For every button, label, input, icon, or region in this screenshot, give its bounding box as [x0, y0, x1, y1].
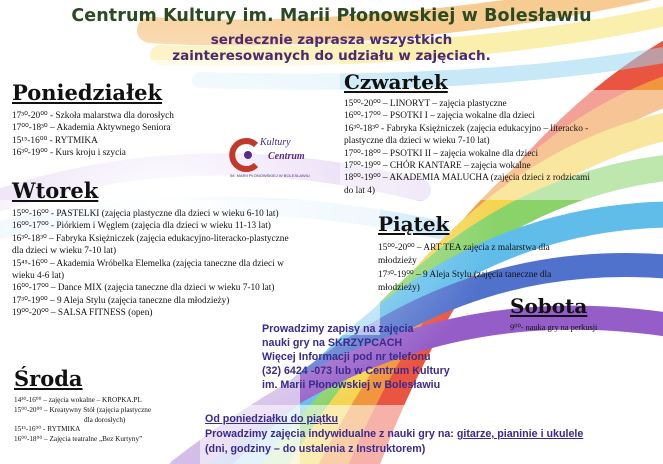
schedule-wednesday [14, 396, 151, 445]
schedule-time: 17⁰⁰-19⁰⁰ [344, 161, 381, 172]
schedule-time: 16³⁰-18³⁰ [344, 123, 379, 134]
schedule-item [12, 245, 289, 257]
schedule-item [12, 258, 289, 270]
schedule-item [12, 307, 289, 319]
schedule-description: – Fabryka Księżniczek (zajęcia edukacyjno-literacko-plastyczne [46, 233, 289, 244]
schedule-time: 17³⁰-19⁰⁰ [378, 269, 414, 280]
schedule-description: – PSOTKI II – zajęcia wokalne dla dzieci [380, 148, 539, 159]
schedule-description: dla dzieci w wieku 7-10 lat) [12, 246, 117, 257]
schedule-friday [378, 242, 551, 296]
schedule-time: 15⁰⁰-20⁰⁰ [14, 405, 43, 414]
schedule-item [344, 98, 590, 110]
individual-lessons-info [205, 412, 583, 457]
bottom-line-1: Od poniedziałku do piątku [205, 413, 339, 425]
schedule-item [510, 322, 597, 333]
schedule-item [12, 208, 289, 220]
schedule-time: 17⁰⁰-18⁰⁰ [344, 148, 381, 159]
schedule-time: 15⁰⁰-20⁰⁰ [378, 243, 415, 253]
schedule-item [12, 220, 289, 232]
schedule-description: – zajęcia wokalne – KROPKA.PL [41, 396, 142, 404]
schedule-description: do lat 4) [344, 185, 375, 196]
schedule-description: - Piórkiem i Węglem (zajęcia dla dzieci w wieku 11-13 lat) [48, 221, 271, 232]
schedule-time: 14³⁰-16⁰⁰ [14, 396, 42, 404]
day-heading-thursday: Czwartek [344, 70, 448, 94]
schedule-item [344, 185, 590, 197]
day-heading-monday: Poniedziałek [12, 80, 163, 105]
schedule-description: - Kurs kroju i szycia [47, 148, 126, 159]
subtitle-line-2: zainteresowanych do udziału w zajęciach. [172, 48, 491, 64]
schedule-item [12, 122, 174, 134]
schedule-description: – LINORYT – zajęcia plastyczne [380, 99, 507, 109]
schedule-time: 16⁰⁰-17⁰⁰ [344, 111, 381, 122]
schedule-monday [12, 110, 174, 160]
schedule-item [344, 123, 590, 135]
schedule-description: młodzieży [378, 256, 417, 267]
schedule-description: - RYTMIKA [47, 135, 98, 146]
schedule-time: 17⁰⁰-18³⁰ [12, 123, 48, 134]
bottom-line-2-text: Prowadzimy zajęcia indywidualne z nauki gry na: [205, 428, 457, 440]
schedule-item [378, 242, 551, 255]
info-phone: (32) 6424 -073 lub w Centrum Kultury [262, 365, 450, 377]
schedule-description: – SALSA FITNESS (open) [48, 308, 153, 319]
schedule-tuesday [12, 208, 289, 320]
day-heading-wednesday: Środa [14, 366, 83, 391]
schedule-time: 15⁴⁵-16⁰⁰ [12, 258, 48, 269]
schedule-description: wieku 4-6 lat) [12, 271, 65, 282]
bottom-line-2 [205, 427, 583, 442]
schedule-time: 16⁰⁰-17⁰⁰ [12, 283, 49, 294]
schedule-item [12, 282, 289, 294]
schedule-description: – 9 Aleja Stylu (zajęcia taneczne dla młodzieży) [47, 295, 230, 306]
schedule-item [14, 435, 151, 445]
schedule-item [378, 269, 551, 282]
schedule-description: – Akademia Wróbelka Elemelka (zajęcia taneczne dla dzieci w [47, 258, 284, 269]
schedule-item [12, 270, 289, 282]
schedule-time: 17³⁰-19⁰⁰ [12, 295, 48, 306]
schedule-description: - Fabryka Księżniczek (zajęcia edukacyjno – literacko - [378, 123, 589, 134]
info-line-1: Prowadzimy zapisy na zajęcia [262, 323, 414, 335]
day-heading-saturday: Sobota [510, 294, 588, 318]
schedule-item [12, 110, 174, 122]
schedule-saturday [510, 322, 597, 333]
logo-word-kultury: Kultury [260, 137, 291, 148]
schedule-item [12, 147, 174, 159]
schedule-time: 16⁰⁰-18⁰⁰ [14, 435, 43, 444]
schedule-description: – Akademia Aktywnego Seniora [47, 123, 171, 134]
schedule-description: – PSOTKI I – zajęcia wokalne dla dzieci [380, 111, 535, 122]
schedule-item [14, 416, 151, 426]
logo-caption: IM. MARII PŁONOWSKIEJ W BOLESŁAWIU [230, 173, 310, 178]
schedule-time: 9⁰⁰ [510, 323, 521, 332]
schedule-item [344, 160, 590, 172]
violin-info [262, 322, 450, 392]
schedule-time: 17³⁰-20⁰⁰ [12, 111, 48, 121]
schedule-time: 16⁰⁰-17⁰⁰ [12, 221, 49, 232]
schedule-description: dla dorosłych) [84, 415, 126, 424]
page-title: Centrum Kultury im. Marii Płonowskiej w Bolesławiu [71, 6, 592, 26]
subtitle-line-1: serdecznie zaprasza wszystkich [210, 32, 453, 48]
schedule-description: plastyczne dla dzieci w wieku 7-10 lat) [344, 136, 490, 147]
schedule-description: - nauka gry na perkusji [520, 323, 598, 332]
bottom-line-3: (dni, godziny – do ustalenia z Instruktorem) [205, 443, 426, 455]
schedule-description: – Dance MIX (zajęcia taneczne dla dzieci w wieku 7-10 lat) [48, 283, 275, 294]
schedule-time: 15¹⁵-16⁰⁰ [14, 425, 42, 434]
schedule-item [12, 295, 289, 307]
schedule-description: młodzieży) [378, 283, 420, 294]
schedule-description: – 9 Aleja Stylu (zajęcia taneczne dla [413, 269, 552, 280]
day-heading-tuesday: Wtorek [12, 178, 99, 203]
schedule-description: – ART TEA zajęcia z malarstwa dla [414, 243, 550, 253]
schedule-item [344, 172, 590, 184]
info-line-3: Więcej Informacji pod nr telefonu [262, 351, 431, 363]
schedule-item [14, 425, 151, 435]
schedule-description: – Kreatywny Stół (zajęcia plastyczne [42, 405, 152, 414]
logo-emblem-icon [228, 137, 264, 173]
schedule-time: 15⁰⁰-20⁰⁰ [344, 99, 381, 109]
schedule-time: 15¹⁵-16⁰⁰ [12, 135, 48, 146]
schedule-item [344, 110, 590, 122]
schedule-time: 19⁰⁰-20⁰⁰ [12, 308, 49, 319]
schedule-item [14, 406, 151, 416]
centrum-kultury-logo [228, 135, 338, 181]
schedule-time: 15⁰⁰-16⁰⁰ [12, 209, 49, 219]
schedule-time: 16³⁰-18³⁰ [12, 233, 47, 244]
schedule-description: - RYTMIKA [41, 425, 81, 434]
schedule-thursday [344, 98, 590, 197]
logo-word-centrum: Centrum [268, 151, 305, 162]
instruments-list: gitarze, pianinie i ukulele [456, 428, 584, 440]
info-line-5: im. Marii Płonowskiej w Bolesławiu [262, 379, 441, 391]
schedule-description: - PASTELKI (zajęcia plastyczne dla dzieci w wieku 6-10 lat) [48, 209, 279, 219]
schedule-item [14, 396, 151, 406]
page-subtitle [0, 32, 663, 64]
schedule-item [344, 148, 590, 160]
schedule-description: – Zajęcia teatralne „Bez Kurtyny” [42, 435, 143, 444]
schedule-description: – CHÓR KANTARE – zajęcia wokalne [380, 161, 531, 172]
schedule-item [344, 135, 590, 147]
schedule-item [378, 255, 551, 268]
schedule-item [12, 233, 289, 245]
schedule-description: – AKADEMIA MALUCHA (zajęcia dzieci z rodzicami [380, 173, 590, 184]
schedule-item [12, 135, 174, 147]
schedule-time: 16³⁰-19⁰⁰ [12, 148, 48, 159]
schedule-time: 18⁰⁰-19⁰⁰ [344, 173, 381, 184]
schedule-description: - Szkoła malarstwa dla dorosłych [47, 111, 174, 121]
day-heading-friday: Piątek [378, 212, 450, 236]
info-line-2: nauki gry na SKRZYPCACH [262, 337, 403, 349]
